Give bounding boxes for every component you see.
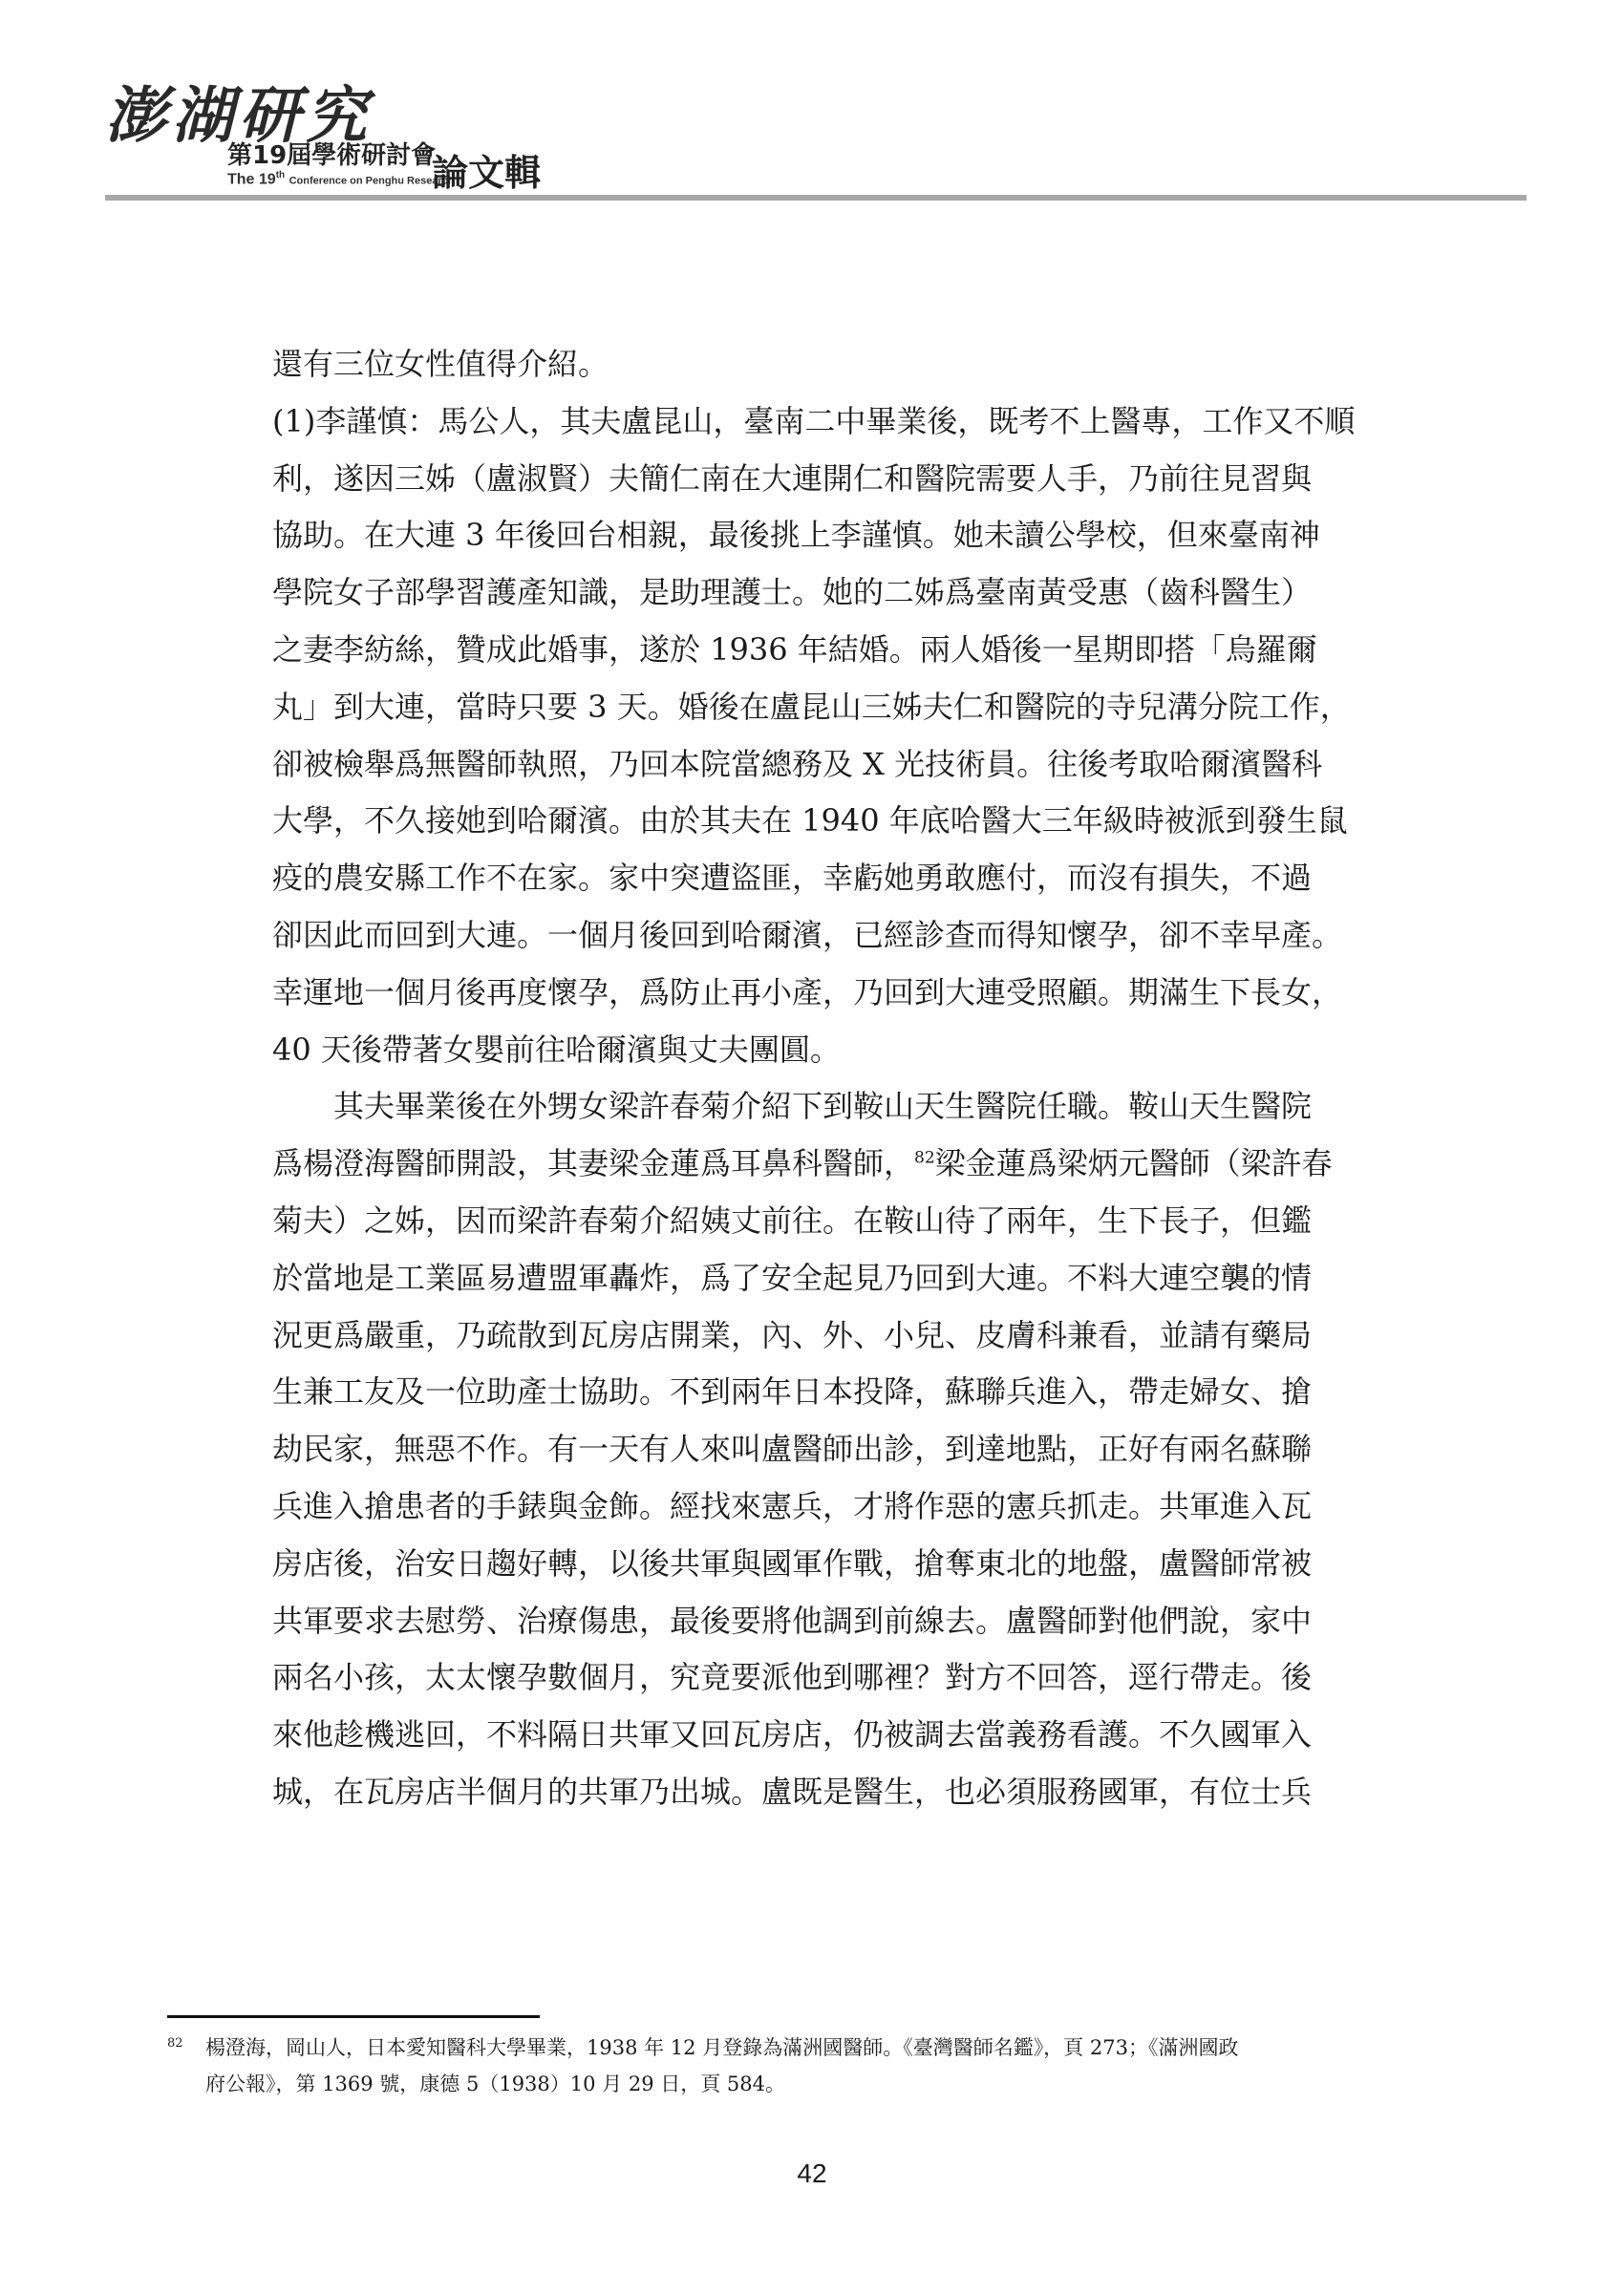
body-line: 之妻李紡絲，贊成此婚事，遂於 1936 年結婚。兩人婚後一星期即搭「烏羅爾 xyxy=(272,630,1317,668)
footnote-text: 楊澄海，岡山人，日本愛知醫科大學畢業，1938 年 12 月登錄為滿洲國醫師。《臺灣醫師名鑑》，頁 273；《滿洲國政 xyxy=(205,2036,1239,2059)
body-line: 大學，不久接她到哈爾濱。由於其夫在 1940 年底哈醫大三年級時被派到發生鼠 xyxy=(272,802,1348,840)
body-line-part: 梁金蓮爲梁炳元醫師（梁許春 xyxy=(934,1145,1333,1182)
page-header xyxy=(105,67,1538,201)
body-line: 40 天後帶著女嬰前往哈爾濱與丈夫團圓。 xyxy=(272,1031,841,1068)
footnote-line: 府公報》，第 1369 號，康德 5（1938）10 月 29 日，頁 584。 xyxy=(205,2073,785,2095)
body-line: 於當地是工業區易遭盟軍轟炸，爲了安全起見乃回到大連。不料大連空襲的情 xyxy=(272,1259,1313,1296)
header-divider xyxy=(105,195,1527,201)
body-line: 協助。在大連 3 年後回台相親，最後挑上李謹慎。她未讀公學校，但來臺南神 xyxy=(272,517,1320,554)
body-line: (1)李謹慎：馬公人，其夫盧昆山，臺南二中畢業後，既考不上醫專，工作又不順 xyxy=(272,402,1356,439)
body-line: 疫的農安縣工作不在家。家中突遭盜匪，幸虧她勇敢應付，而沒有損失，不過 xyxy=(272,860,1313,897)
body-line-with-footnote-ref xyxy=(272,1136,1428,1193)
body-line-part: 爲楊澄海醫師開設，其妻梁金蓮爲耳鼻科醫師， xyxy=(272,1145,915,1182)
conference-en-suffix: th xyxy=(275,170,286,181)
body-line: 城，在瓦房店半個月的共軍乃出城。盧既是醫生，也必須服務國軍，有位士兵 xyxy=(272,1773,1313,1810)
conference-en-rest: Conference on Penghu Research xyxy=(288,175,455,187)
page-number: 42 xyxy=(797,2158,827,2188)
body-line: 利，遂因三姊（盧淑賢）夫簡仁南在大連開仁和醫院需要人手，乃前往見習與 xyxy=(272,459,1313,497)
body-line: 劫民家，無惡不作。有一天有人來叫盧醫師出診，到達地點，正好有兩名蘇聯 xyxy=(272,1431,1313,1468)
body-line: 來他趁機逃回，不料隔日共軍又回瓦房店，仍被調去當義務看護。不久國軍入 xyxy=(272,1716,1313,1754)
conference-en-prefix: The 19 xyxy=(227,171,276,188)
body-line: 兵進入搶患者的手錶與金飾。經找來憲兵，才將作惡的憲兵抓走。共軍進入瓦 xyxy=(272,1487,1313,1524)
body-line: 卻因此而回到大連。一個月後回到哈爾濱，已經診查而得知懷孕，卻不幸早產。 xyxy=(272,916,1343,953)
body-line: 生兼工友及一位助產士協助。不到兩年日本投降，蘇聯兵進入，帶走婦女、搶 xyxy=(272,1373,1313,1411)
body-line: 兩名小孩，太太懷孕數個月，究竟要派他到哪裡？對方不回答，逕行帶走。後 xyxy=(272,1659,1313,1696)
body-line: 況更爲嚴重，乃疏散到瓦房店開業，內、外、小兒、皮膚科兼看，並請有藥局 xyxy=(272,1316,1313,1353)
body-line: 幸運地一個月後再度懷孕，爲防止再小產，乃回到大連受照顧。期滿生下長女， xyxy=(272,973,1343,1010)
proceedings-label: 論文輯 xyxy=(432,152,542,194)
body-text xyxy=(272,336,1428,1821)
body-line: 其夫畢業後在外甥女梁許春菊介紹下到鞍山天生醫院任職。鞍山天生醫院 xyxy=(272,1088,1313,1125)
body-line: 卻被檢舉爲無醫師執照，乃回本院當總務及 X 光技術員。往後考取哈爾濱醫科 xyxy=(272,745,1323,782)
conference-title-zh: 第19屆學術研討會 xyxy=(227,141,437,170)
footnote xyxy=(167,2030,1466,2102)
body-line: 學院女子部學習護產知識，是助理護士。她的二姊爲臺南黃受惠（齒科醫生） xyxy=(272,574,1313,611)
journal-logo-title: 澎湖研究 xyxy=(105,80,373,152)
footnote-line: 82 楊澄海，岡山人，日本愛知醫科大學畢業，1938 年 12 月登錄為滿洲國醫師。《臺灣醫師名鑑》，頁 273；《滿洲國政 xyxy=(167,2036,1239,2059)
body-line: 房店後，治安日趨好轉，以後共軍與國軍作戰，搶奪東北的地盤，盧醫師常被 xyxy=(272,1544,1313,1582)
footnote-reference: 82 xyxy=(914,1148,935,1168)
body-line: 還有三位女性值得介紹。 xyxy=(272,346,609,382)
body-line: 菊夫）之姊，因而梁許春菊介紹姨丈前往。在鞍山待了兩年，生下長子，但鑑 xyxy=(272,1201,1313,1239)
body-line: 共軍要求去慰勞、治療傷患，最後要將他調到前線去。盧醫師對他們說，家中 xyxy=(272,1602,1313,1639)
conference-title-en xyxy=(227,170,455,188)
footnote-divider xyxy=(167,2015,540,2018)
body-line: 丸」到大連，當時只要 3 天。婚後在盧昆山三姊夫仁和醫院的寺兒溝分院工作， xyxy=(272,688,1351,725)
